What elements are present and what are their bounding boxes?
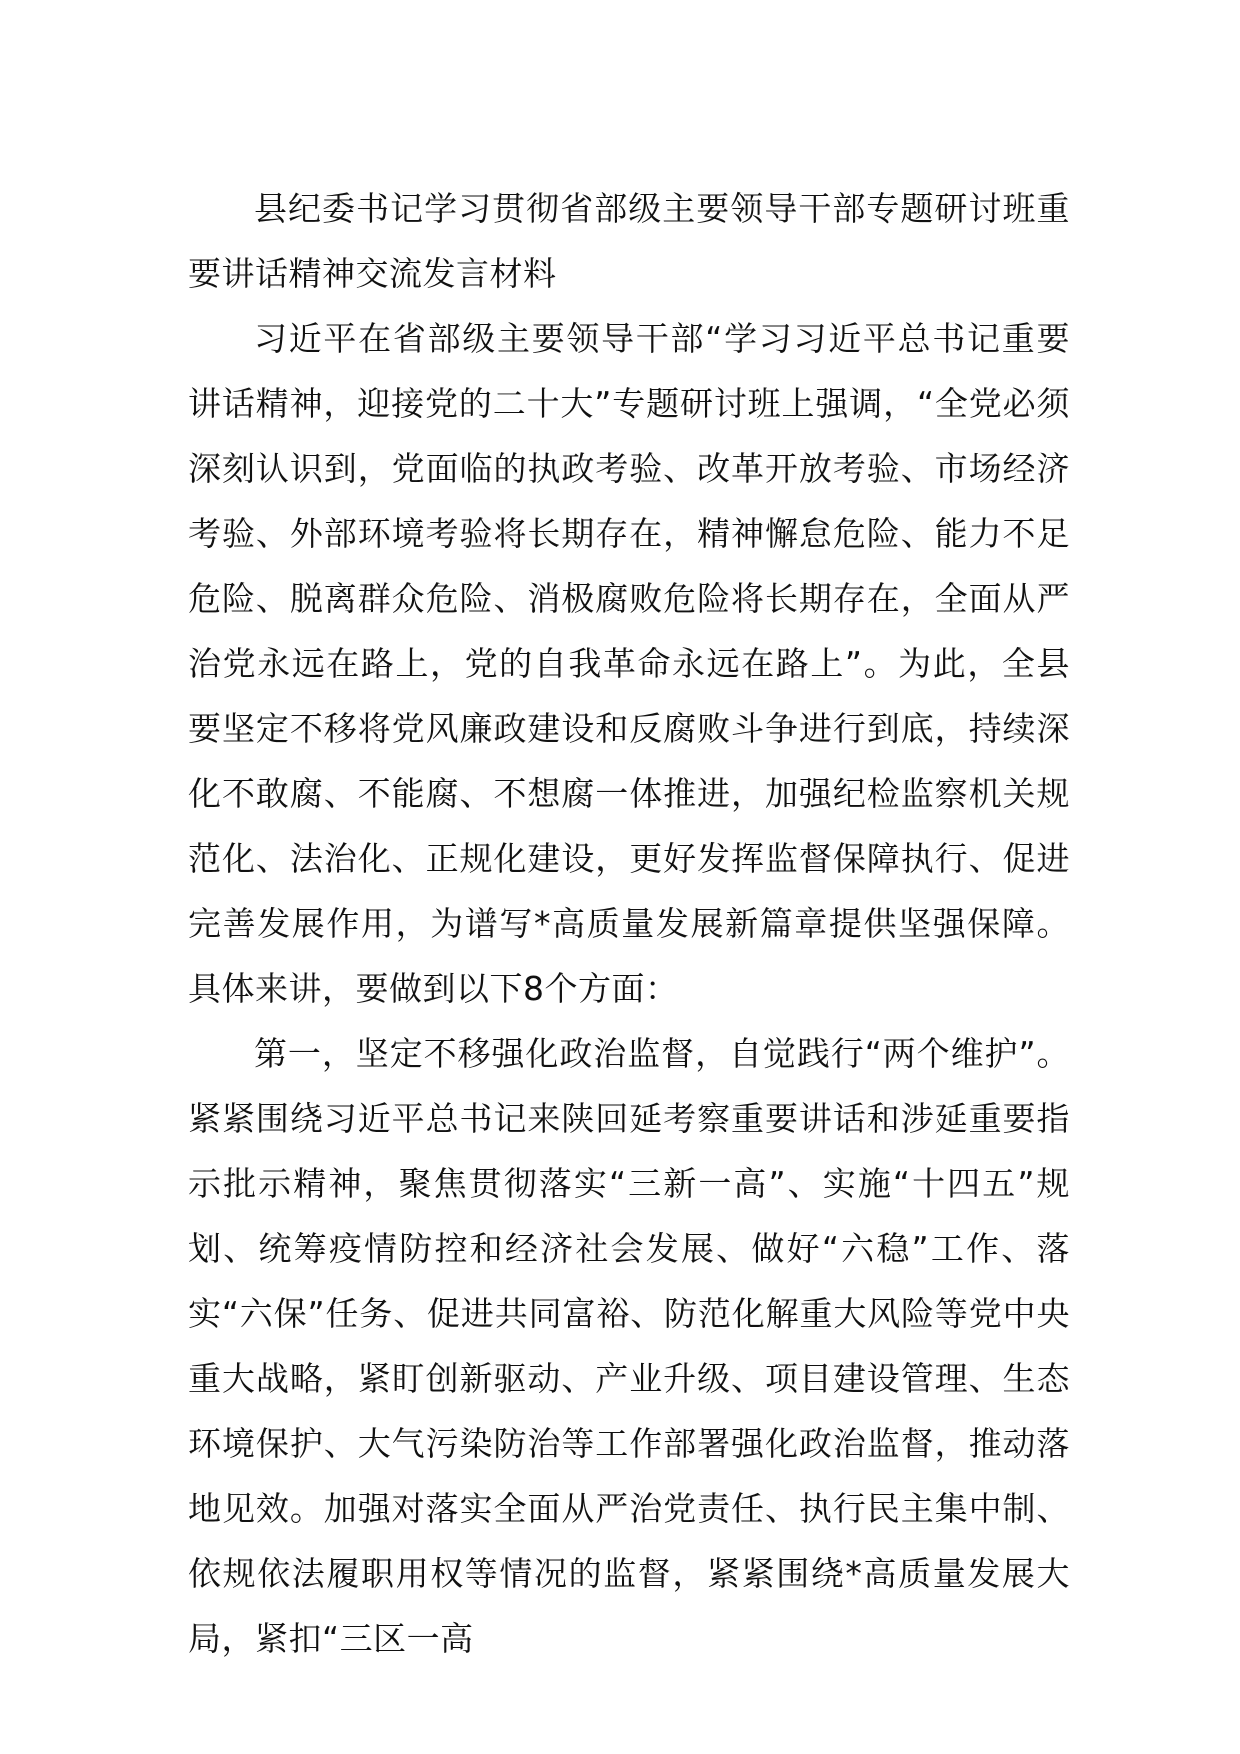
paragraph-first-point: 第一，坚定不移强化政治监督，自觉践行“两个维护”。紧紧围绕习近平总书记来陕回延考察重要讲话和涉延重要指示批示精神，聚焦贯彻落实“三新一高”、实施“十四五”规划、统筹疫情防控和经济社会发展、做好“六稳”工作、落实“六保”任务、促进共同富裕、防范化解重大风险等党中央重大战略，紧盯创新驱动、产业升级、项目建设管理、生态环境保护、大气污染防治等工作部署强化政治监督，推动落地见效。加强对落实全面从严治党责任、执行民主集中制、依规依法履职用权等情况的监督，紧紧围绕*高质量发展大局，紧扣“三区一高	[188, 1034, 1070, 1658]
paragraph-intro: 习近平在省部级主要领导干部“学习习近平总书记重要讲话精神，迎接党的二十大”专题研讨班上强调，“全党必须深刻认识到，党面临的执政考验、改革开放考验、市场经济考验、外部环境考验将长期存在，精神懈怠危险、能力不足危险、脱离群众危险、消极腐败危险将长期存在，全面从严治党永远在路上，党的自我革命永远在路上”。为此，全县要坚定不移将党风廉政建设和反腐败斗争进行到底，持续深化不敢腐、不能腐、不想腐一体推进，加强纪检监察机关规范化、法治化、正规化建设，更好发挥监督保障执行、促进完善发展作用，为谱写*高质量发展新篇章提供坚强保障。具体来讲，要做到以下8个方面：	[188, 319, 1070, 1008]
document-title: 县纪委书记学习贯彻省部级主要领导干部专题研讨班重要讲话精神交流发言材料	[188, 189, 1070, 293]
document-page	[188, 176, 1070, 1671]
